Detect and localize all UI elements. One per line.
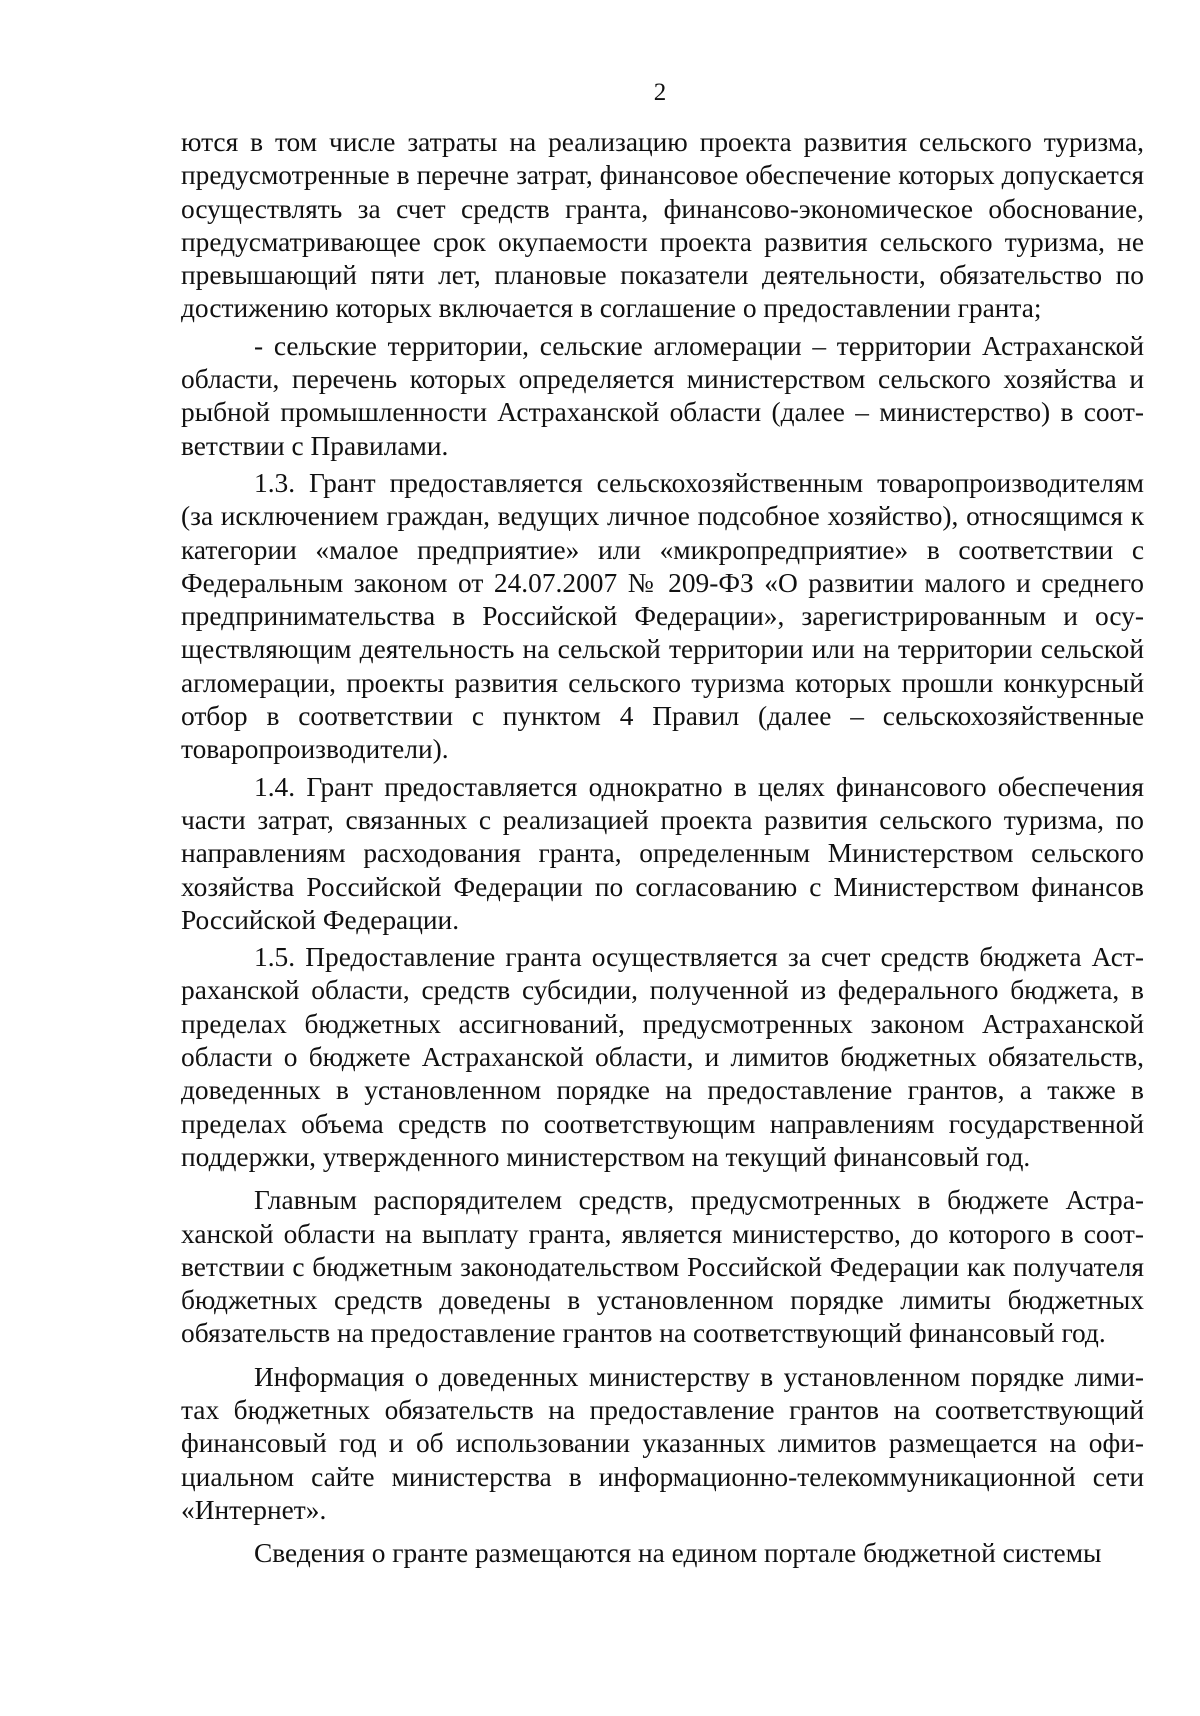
paragraph-main-administrator: Главным распорядителем средств, предусмотренных в бюджете Астраханской области на выплату гранта, является министерство, до которого в соответствии с бюджетным законодательством Российской Федерации как получателя бюджетных средств доведены в установленном порядке лимиты бюджетных обязательств на предоставление грантов на соответствующий финансовый год.: [181, 1185, 1144, 1349]
paragraph-costs-continuation: ются в том числе затраты на реализацию проекта развития сельского туризма, предусмотренные в перечне затрат, финансовое обеспечение которых допускается осуществлять за счет средств гранта, финансово-экономическое обоснование, предусматривающее срок окупаемости проекта развития сельского туризма, не превышающий пяти лет, плановые показатели деятельности, обязательство по достижению которых включается в соглашение о предоставлении гранта;: [181, 127, 1144, 324]
paragraph-1-5-grant-funding: 1.5. Предоставление гранта осуществляется за счет средств бюджета Астраханской области, средств субсидии, полученной из федерального бюджета, в пределах бюджетных ассигнований, предусмотренных законом Астраханской области о бюджете Астраханской области, и лимитов бюджетных обязательств, доведенных в установленном порядке на предоставление грантов, а также в пределах объема средств по соответствующим направлениям государственной поддержки, утвержденного министерством на текущий финансовый год.: [181, 942, 1144, 1172]
page-number: 2: [653, 79, 667, 106]
document-body: [181, 126, 1144, 1570]
paragraph-grant-information: Сведения о гранте размещаются на едином портале бюджетной системы: [254, 1538, 1102, 1569]
paragraph-rural-territories: - сельские территории, сельские агломерации – территории Астраханской области, перечень которых определяется министерством сельского хозяйства и рыбной промышленности Астраханской области (далее – министерство) в соответствии с Правилами.: [181, 330, 1144, 461]
paragraph-limits-information: Информация о доведенных министерству в установленном порядке лимитах бюджетных обязательств на предоставление грантов на соответствующий финансовый год и об использовании указанных лимитов размещается на официальном сайте министерства в информационно-телекоммуникационной сети «Интернет».: [181, 1361, 1144, 1525]
paragraph-1-4-grant-purpose: 1.4. Грант предоставляется однократно в целях финансового обеспечения части затрат, связанных с реализацией проекта развития сельского туризма, по направлениям расходования гранта, определенным Министерством сельского хозяйства Российской Федерации по согласованию с Министерством финансов Российской Федерации.: [181, 771, 1144, 935]
paragraph-1-3-grant-recipients: 1.3. Грант предоставляется сельскохозяйственным товаропроизводителям (за исключением граждан, ведущих личное подсобное хозяйство), относящимся к категории «малое предприятие» или «микропредприятие» в соответствии с Федеральным законом от 24.07.2007 № 209-ФЗ «О развитии малого и среднего предпринимательства в Российской Федерации», зарегистрированным и осуществляющим деятельность на сельской территории или на территории сельской агломерации, проекты развития сельского туризма которых прошли конкурсный отбор в соответствии с пунктом 4 Правил (далее – сельскохозяйственные товаропроизводители).: [181, 467, 1144, 765]
